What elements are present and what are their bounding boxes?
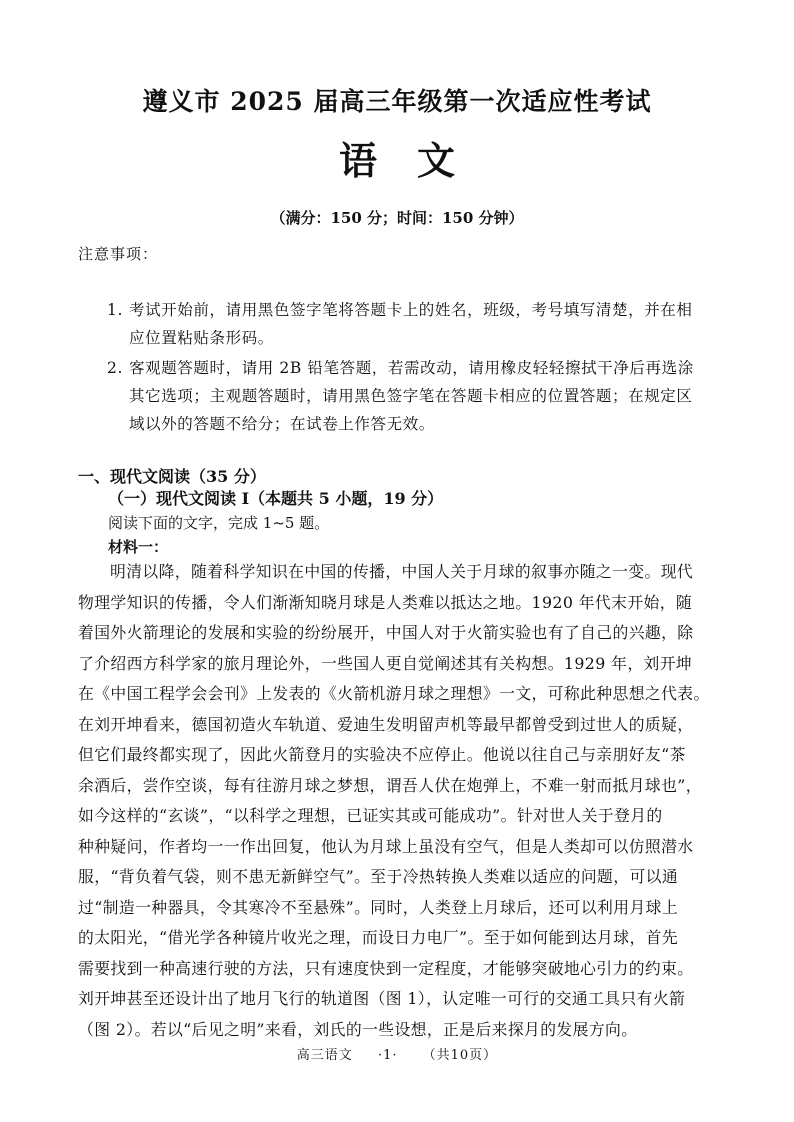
notice-item-number: 2.	[107, 359, 123, 377]
passage-line: 明清以降，随着科学知识在中国的传播，中国人关于月球的叙事亦随之一变。现代	[110, 562, 694, 581]
notice-item-1	[107, 296, 739, 352]
passage	[78, 557, 738, 1045]
passage-line: 在《中国工程学会会刊》上发表的《火箭机游月球之理想》一文，可称此种思想之代表。	[78, 684, 710, 703]
reading-instruction: 阅读下面的文字，完成 1~5 题。	[108, 514, 330, 532]
material-label: 材料一：	[108, 538, 169, 556]
notice-line: 考试开始前，请用黑色签字笔将答题卡上的姓名，班级，考号填写清楚，并在相	[129, 301, 693, 319]
notice-line: 域以外的答题不给分；在试卷上作答无效。	[129, 415, 435, 433]
passage-line: 服，“背负着气袋，则不患无新鲜空气”。至于冷热转换人类难以适应的问题，可以通	[78, 867, 679, 886]
subject-title: 语文	[338, 138, 495, 183]
passage-line: 刘开坤甚至还设计出了地月飞行的轨道图（图 1），认定唯一可行的交通工具只有火箭	[78, 989, 686, 1008]
passage-line: 过“制造一种器具，令其寒冷不至悬殊”。同时，人类登上月球后，还可以利用月球上	[78, 897, 679, 917]
page-footer	[0, 1044, 794, 1063]
passage-line: （图 2）。若以“后见之明”来看，刘氏的一些设想，正是后来探月的发展方向。	[78, 1019, 638, 1039]
passage-line: 在刘开坤看来，德国初造火车轨道、爱迪生发明留声机等最早都曾受到过世人的质疑，	[78, 714, 694, 734]
score-time-line: （满分：150 分；时间：150 分钟）	[270, 209, 524, 227]
notice-heading: 注意事项：	[78, 245, 159, 263]
passage-line: 余酒后，尝作空谈，每有往游月球之梦想，谓吾人伏在炮弹上，不难一射而抵月球也”，	[78, 775, 702, 795]
notice-line: 应位置粘贴条形码。	[129, 329, 274, 347]
footer-subject: 高三语文	[296, 1048, 353, 1063]
page-number: ·1·	[377, 1048, 398, 1063]
notice-item-number: 1.	[107, 301, 123, 319]
exam-title: 遵义市 2025 届高三年级第一次适应性考试	[142, 87, 652, 116]
passage-line: 种种疑问，作者均一一作出回复，他认为月球上虽没有空气，但是人类却可以仿照潜水	[78, 836, 694, 856]
notice-line: 其它选项；主观题答题时，请用黑色签字笔在答题卡相应的位置答题；在规定区	[129, 387, 693, 405]
passage-line: 需要找到一种高速行驶的方法，只有速度快到一定程度，才能够突破地心引力的约束。	[78, 958, 694, 978]
notice-item-2	[107, 354, 739, 438]
section-heading: 一、现代文阅读（35 分）	[78, 467, 266, 486]
page-total: （共10页）	[422, 1048, 498, 1063]
subsection-heading: （一）现代文阅读 I（本题共 5 小题，19 分）	[108, 489, 444, 508]
passage-line: 了介绍西方科学家的旅月理论外，一些国人更自觉阐述其有关构想。1929 年，刘开坤	[78, 653, 693, 673]
passage-line: 的太阳光，“借光学各种镜片收光之理，而设日力电厂”。至于如何能到达月球，首先	[78, 928, 679, 947]
passage-line: 但它们最终都实现了，因此火箭登月的实验决不应停止。他说以往自己与亲朋好友“茶	[78, 745, 686, 764]
passage-line: 如今这样的“玄谈”，“以科学之理想，已证实其或可能成功”。针对世人关于登月的	[78, 806, 663, 825]
passage-line: 着国外火箭理论的发展和实验的纷纷展开，中国人对于火箭实验也有了自己的兴趣，除	[78, 623, 694, 642]
notice-line: 客观题答题时，请用 2B 铅笔答题，若需改动，请用橡皮轻轻擦拭干净后再选涂	[129, 359, 694, 377]
passage-line: 物理学知识的传播，令人们渐渐知晓月球是人类难以抵达之地。1920 年代末开始，随	[78, 592, 693, 612]
